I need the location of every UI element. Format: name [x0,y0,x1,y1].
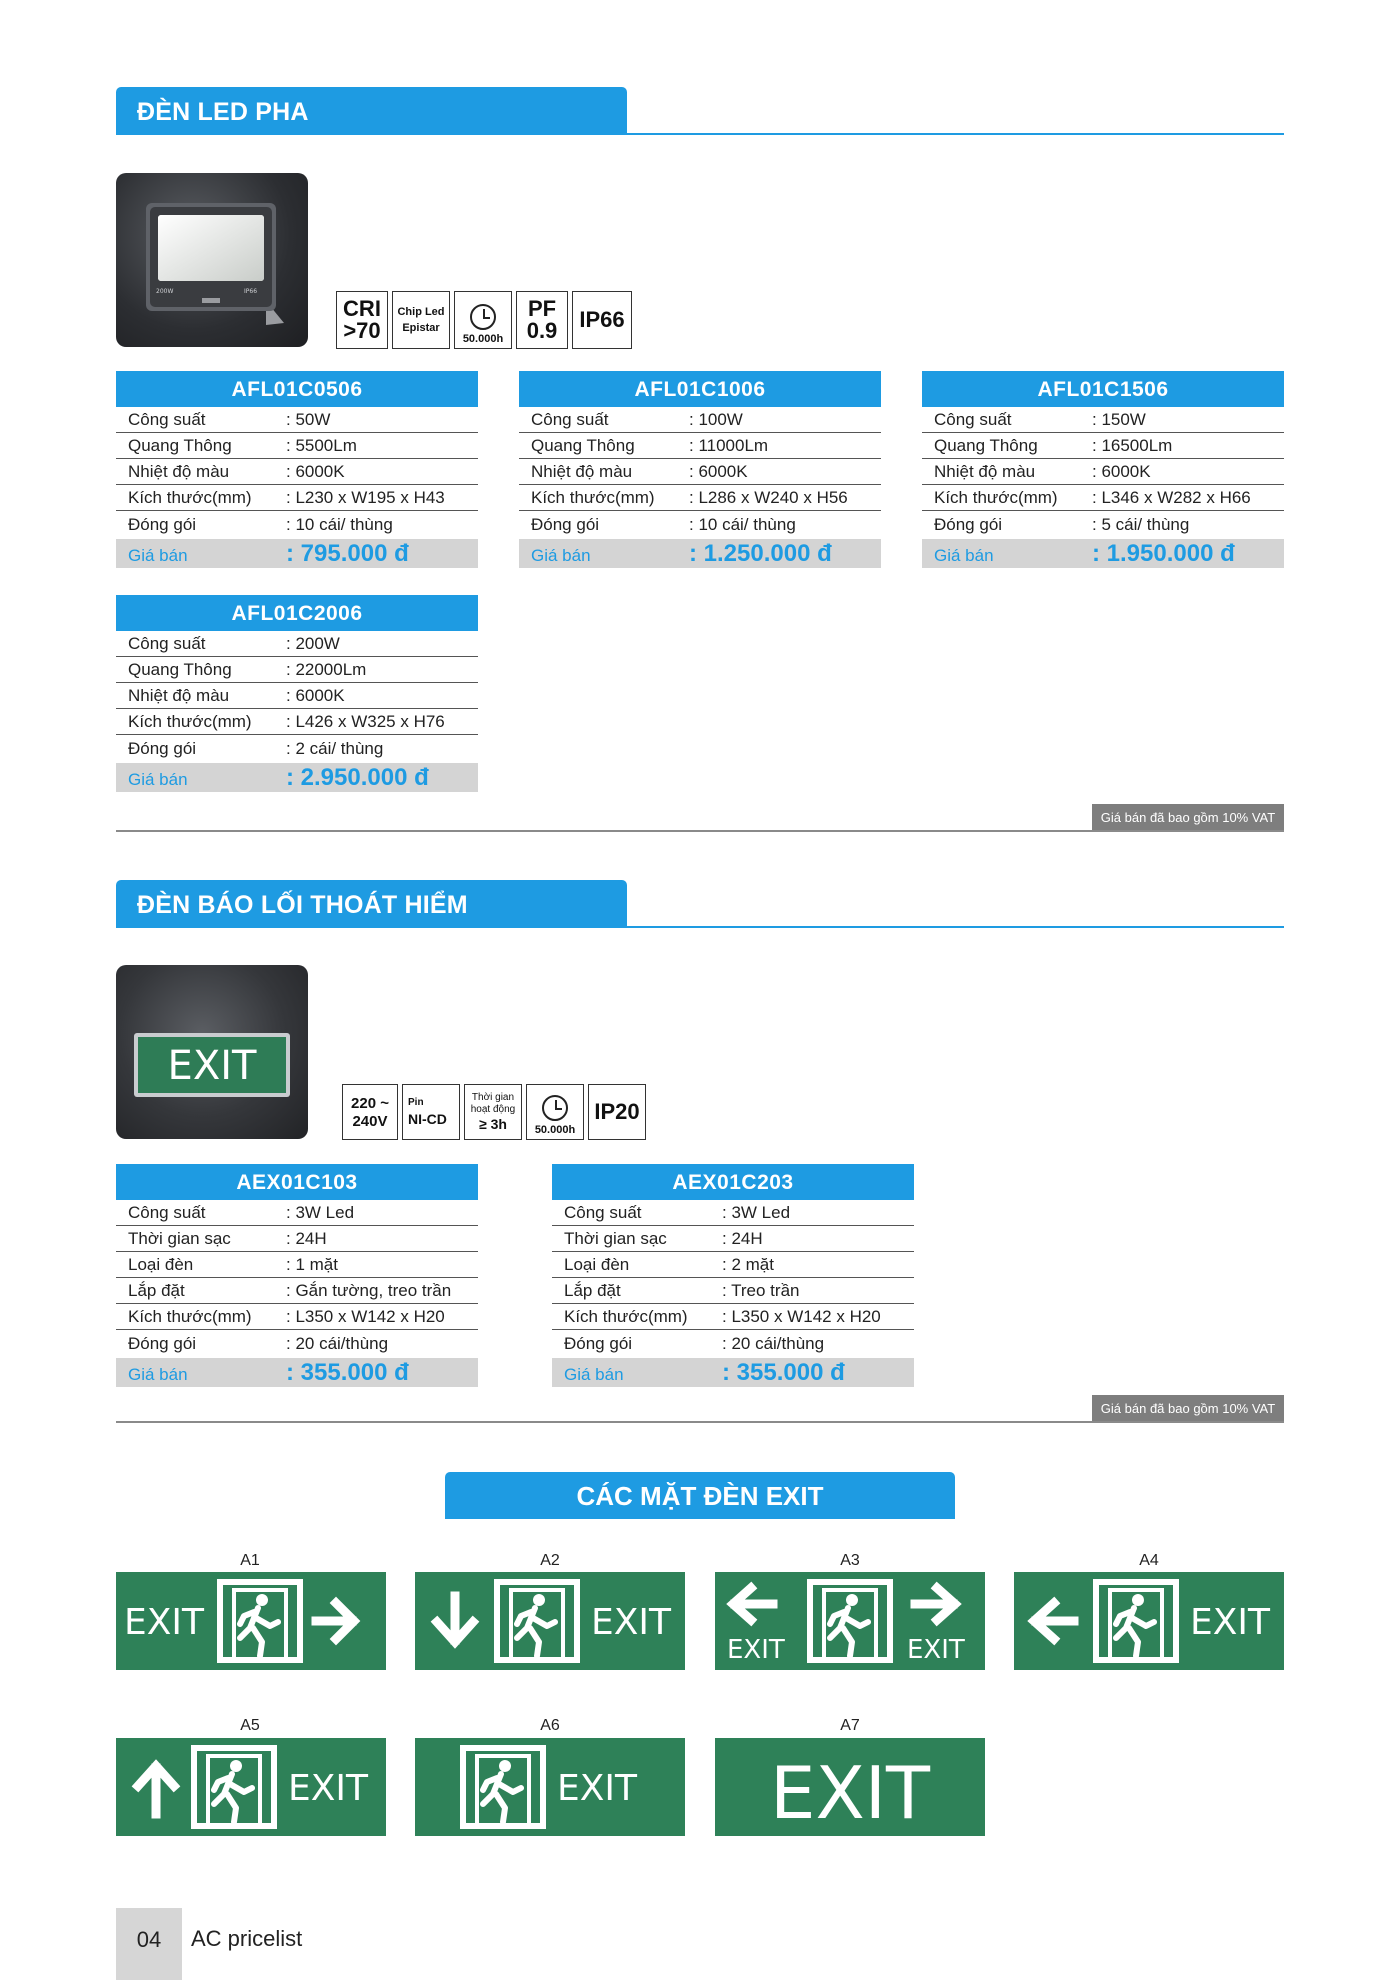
flood-photo-label-left: 200W [156,288,174,295]
cri-badge: CRI >70 [336,291,388,349]
flood-light-photo [116,173,308,347]
product-table-aex01c203 [552,1164,914,1387]
spec-row: Lắp đặt : Treo trần [552,1278,914,1304]
spec-row: Kích thước(mm) : L350 x W142 x H20 [552,1304,914,1330]
price-row: Giá bán : 2.950.000 đ [116,763,478,792]
spec-row: Công suất : 150W [922,407,1284,433]
running-man-icon [220,1582,300,1660]
spec-row: Kích thước(mm) : L230 x W195 x H43 [116,485,478,511]
vat-divider-flood [116,810,1284,832]
section-title-flood: ĐÈN LED PHA [116,87,627,135]
page-number: 04 [116,1908,182,1980]
spec-row: Kích thước(mm) : L286 x W240 x H56 [519,485,881,511]
spec-row: Nhiệt độ màu : 6000K [922,459,1284,485]
spec-row: Công suất : 50W [116,407,478,433]
lifetime-badge: 50.000h [526,1084,584,1140]
spec-row: Công suất : 3W Led [552,1200,914,1226]
exit-face-a4 [1014,1572,1284,1670]
ip-badge: IP20 [588,1084,646,1140]
price-row: Giá bán : 1.250.000 đ [519,539,881,568]
running-man-icon [463,1748,543,1826]
spec-row: Đóng gói : 10 cái/ thùng [531,515,796,534]
exit-photo-sign: EXIT [167,1043,257,1089]
exit-face-a3 [715,1572,985,1670]
exit-light-illustration [116,965,308,1139]
chip-badge: Chip Led Epistar [392,291,450,349]
runtime-badge: Thời gian hoạt động ≥ 3h [464,1084,522,1140]
spec-row: Nhiệt độ màu : 6000K [519,459,881,485]
product-table-afl01c2006 [116,595,478,792]
clock-icon [542,1095,568,1121]
ip-badge: IP66 [572,291,632,349]
product-table-afl01c0506 [116,371,478,568]
spec-row: Công suất : 100W [519,407,881,433]
arrow-right-icon [316,1603,354,1639]
price-row: Giá bán : 795.000 đ [116,539,478,568]
running-man-icon [497,1582,577,1660]
exit-face-a5 [116,1738,386,1836]
spec-row: Nhiệt độ màu : 6000K [116,459,478,485]
arrow-down-icon [437,1596,473,1642]
battery-badge: Pin NI-CD [402,1084,460,1140]
spec-row: Quang Thông : 5500Lm [116,433,478,459]
flood-spec-icons [336,291,632,349]
exit-face-caption: A6 [540,1717,560,1734]
section-header-flood [116,87,1284,135]
arrow-up-icon [138,1766,174,1814]
running-man-icon [810,1582,890,1660]
price-row: Giá bán : 355.000 đ [116,1358,478,1387]
price-value: : 1.250.000 đ [689,539,832,567]
model-name: AEX01C203 [552,1164,914,1200]
price-value: : 355.000 đ [722,1358,845,1386]
voltage-badge: 220 ~ 240V [342,1084,398,1140]
pf-badge: PF 0.9 [516,291,568,349]
exit-face-caption: A1 [240,1552,260,1569]
section-header-exit [116,880,1284,928]
exit-face-caption: A2 [540,1552,560,1569]
exit-face-a6 [415,1738,685,1836]
flood-photo-label-right: IP66 [244,288,258,295]
spec-row: Quang Thông : 11000Lm [519,433,881,459]
section-title-exit: ĐÈN BÁO LỐI THOÁT HIỂM [116,880,627,928]
exit-face-a1 [116,1572,386,1670]
price-value: : 355.000 đ [286,1358,409,1386]
arrow-left-icon [1034,1603,1074,1639]
spec-row: Thời gian sạc : 24H [552,1226,914,1252]
exit-face-caption: A7 [840,1717,860,1734]
model-name: AFL01C2006 [116,595,478,631]
exit-face-a7 [715,1738,985,1836]
exit-face-caption: A4 [1139,1552,1159,1569]
exit-face-a2 [415,1572,685,1670]
price-row: Giá bán : 1.950.000 đ [922,539,1284,568]
model-name: AFL01C1006 [519,371,881,407]
spec-row: Đóng gói : 20 cái/thùng [128,1334,389,1353]
exit-spec-icons [342,1084,646,1140]
spec-row: Đóng gói : 2 cái/ thùng [128,739,384,758]
spec-row: Loại đèn : 2 mặt [552,1252,914,1278]
running-man-icon [194,1748,274,1826]
spec-row: Kích thước(mm) : L346 x W282 x H66 [922,485,1284,511]
arrow-right-icon [915,1588,955,1620]
model-name: AFL01C0506 [116,371,478,407]
product-table-afl01c1006 [519,371,881,568]
price-value: : 795.000 đ [286,539,409,567]
lifetime-badge: 50.000h [454,291,512,349]
vat-divider-exit [116,1401,1284,1423]
exit-word: EXIT [591,1602,672,1643]
spec-row: Loại đèn : 1 mặt [116,1252,478,1278]
model-name: AEX01C103 [116,1164,478,1200]
spec-row: Đóng gói : 20 cái/thùng [564,1334,825,1353]
running-man-icon [1096,1582,1176,1660]
exit-face-caption: A3 [840,1552,860,1569]
exit-word: EXIT [288,1768,369,1809]
spec-row: Công suất : 3W Led [116,1200,478,1226]
spec-row: Kích thước(mm) : L350 x W142 x H20 [116,1304,478,1330]
exit-word: EXIT [557,1768,638,1809]
arrow-left-icon [733,1588,773,1620]
clock-icon [470,304,496,330]
spec-row: Lắp đặt : Gắn tường, treo trần [116,1278,478,1304]
product-table-afl01c1506 [922,371,1284,568]
vat-note: Giá bán đã bao gồm 10% VAT [1092,1395,1284,1421]
product-table-aex01c103 [116,1164,478,1387]
spec-row: Công suất : 200W [116,631,478,657]
footer-title: AC pricelist [191,1926,303,1951]
exit-word: EXIT [124,1602,205,1643]
spec-row: Kích thước(mm) : L426 x W325 x H76 [116,709,478,735]
exit-word: EXIT [727,1635,785,1665]
spec-row: Thời gian sạc : 24H [116,1226,478,1252]
spec-row: Quang Thông : 16500Lm [922,433,1284,459]
spec-row: Quang Thông : 22000Lm [116,657,478,683]
spec-row: Đóng gói : 10 cái/ thùng [128,515,393,534]
exit-light-photo [116,965,308,1139]
exit-word: EXIT [769,1751,931,1835]
vat-note: Giá bán đã bao gồm 10% VAT [1092,804,1284,830]
exit-word: EXIT [1190,1602,1271,1643]
spec-row: Đóng gói : 5 cái/ thùng [934,515,1190,534]
model-name: AFL01C1506 [922,371,1284,407]
price-value: : 1.950.000 đ [1092,539,1235,567]
price-value: : 2.950.000 đ [286,763,429,791]
exit-faces-banner: CÁC MẶT ĐÈN EXIT [445,1472,955,1519]
flood-light-illustration [116,173,308,347]
exit-word: EXIT [907,1635,965,1665]
spec-row: Nhiệt độ màu : 6000K [116,683,478,709]
exit-face-caption: A5 [240,1717,260,1734]
price-row: Giá bán : 355.000 đ [552,1358,914,1387]
